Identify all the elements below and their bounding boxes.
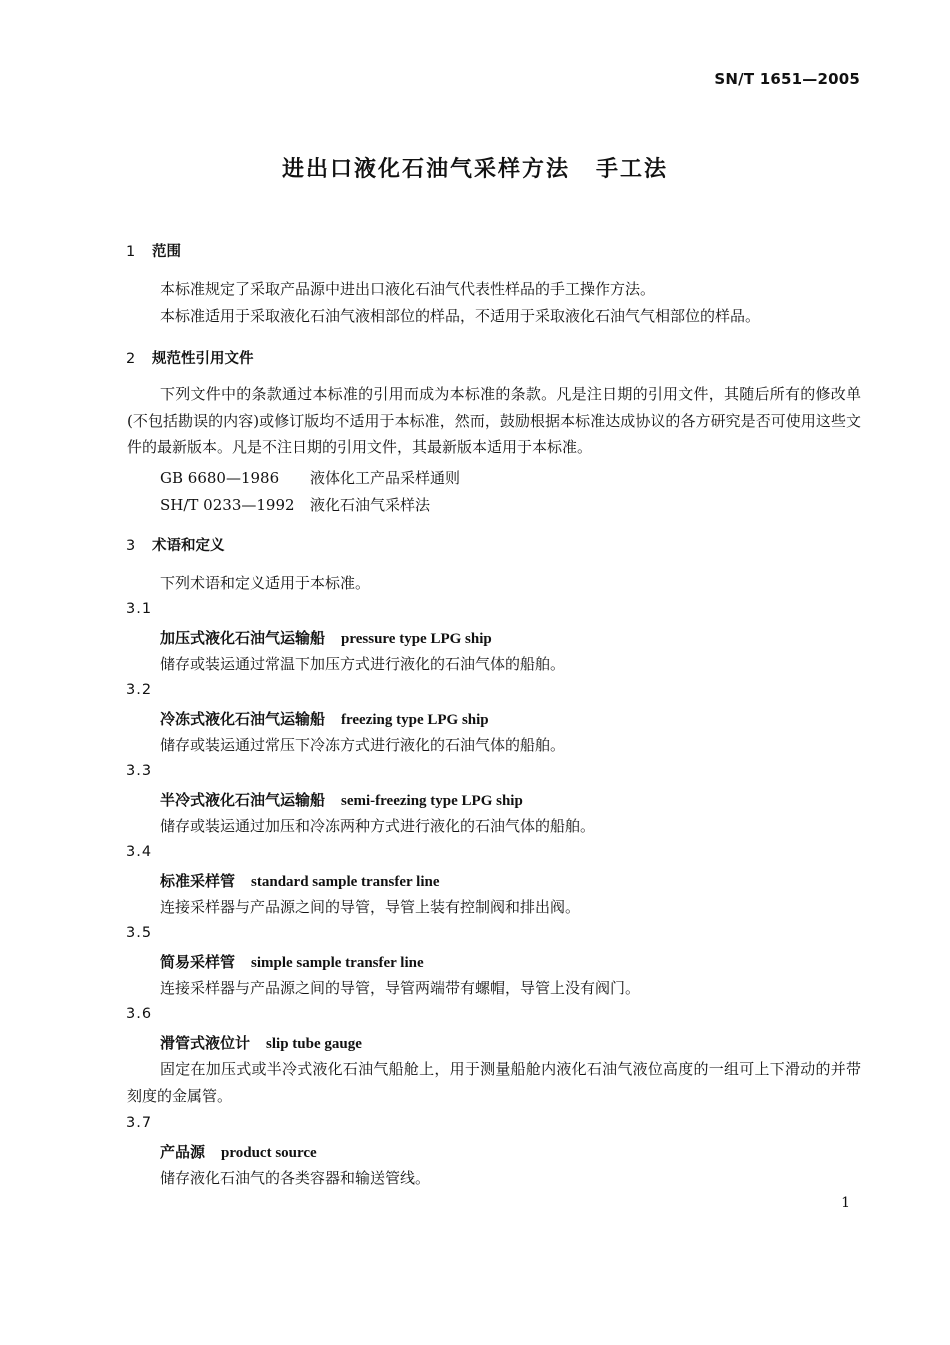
page-number: 1 bbox=[841, 1195, 850, 1211]
term-heading: 滑管式液位计 slip tube gauge bbox=[160, 1034, 362, 1052]
term-definition: 固定在加压式或半冷式液化石油气船舱上，用于测量船舱内液化石油气液位高度的一组可上下滑动的并带刻度的金属管。 bbox=[127, 1060, 861, 1105]
term-definition: 连接采样器与产品源之间的导管，导管两端带有螺帽，导管上没有阀门。 bbox=[160, 979, 641, 997]
reference-item: GB 6680—1986 液体化工产品采样通则 bbox=[160, 469, 461, 487]
section-heading-2: 2 规范性引用文件 bbox=[126, 351, 254, 367]
term-number: 3.4 bbox=[126, 844, 153, 860]
section-heading-3: 3 术语和定义 bbox=[126, 538, 225, 554]
section-3-intro: 下列术语和定义适用于本标准。 bbox=[160, 574, 371, 592]
term-definition: 储存或装运通过常温下加压方式进行液化的石油气体的船舶。 bbox=[160, 655, 566, 673]
term-heading: 半冷式液化石油气运输船 semi-freezing type LPG ship bbox=[160, 791, 523, 809]
term-definition: 储存液化石油气的各类容器和输送管线。 bbox=[160, 1169, 431, 1187]
section-1-paragraph-2: 本标准适用于采取液化石油气液相部位的样品，不适用于采取液化石油气气相部位的样品。 bbox=[160, 307, 761, 325]
standard-number: SN/T 1651—2005 bbox=[714, 70, 860, 88]
term-heading: 加压式液化石油气运输船 pressure type LPG ship bbox=[160, 629, 492, 647]
term-heading: 标准采样管 standard sample transfer line bbox=[160, 872, 440, 890]
section-2-paragraph: 下列文件中的条款通过本标准的引用而成为本标准的条款。凡是注日期的引用文件，其随后所有的修改单(不包括勘误的内容)或修订版均不适用于本标准，然而，鼓励根据本标准达成协议的各方研究是否可使用这些文件的最新版本。凡是不注日期的引用文件，其最新版本适用于本标准。 bbox=[127, 385, 861, 456]
term-number: 3.3 bbox=[126, 763, 153, 779]
term-definition: 连接采样器与产品源之间的导管，导管上装有控制阀和排出阀。 bbox=[160, 898, 581, 916]
term-definition: 储存或装运通过加压和冷冻两种方式进行液化的石油气体的船舶。 bbox=[160, 817, 596, 835]
section-heading-1: 1 范围 bbox=[126, 244, 181, 260]
term-number: 3.5 bbox=[126, 925, 153, 941]
title-main: 进出口液化石油气采样方法 bbox=[281, 157, 570, 182]
title-sub: 手工法 bbox=[596, 157, 669, 182]
term-number: 3.7 bbox=[126, 1115, 153, 1131]
term-heading: 冷冻式液化石油气运输船 freezing type LPG ship bbox=[160, 710, 489, 728]
term-definition: 储存或装运通过常压下冷冻方式进行液化的石油气体的船舶。 bbox=[160, 736, 566, 754]
term-number: 3.1 bbox=[126, 601, 153, 617]
reference-item: SH/T 0233—1992 液化石油气采样法 bbox=[160, 496, 431, 514]
section-1-paragraph-1: 本标准规定了采取产品源中进出口液化石油气代表性样品的手工操作方法。 bbox=[160, 280, 656, 298]
term-number: 3.2 bbox=[126, 682, 153, 698]
document-title bbox=[0, 152, 950, 183]
term-number: 3.6 bbox=[126, 1006, 153, 1022]
term-heading: 简易采样管 simple sample transfer line bbox=[160, 953, 424, 971]
term-heading: 产品源 product source bbox=[160, 1143, 317, 1161]
